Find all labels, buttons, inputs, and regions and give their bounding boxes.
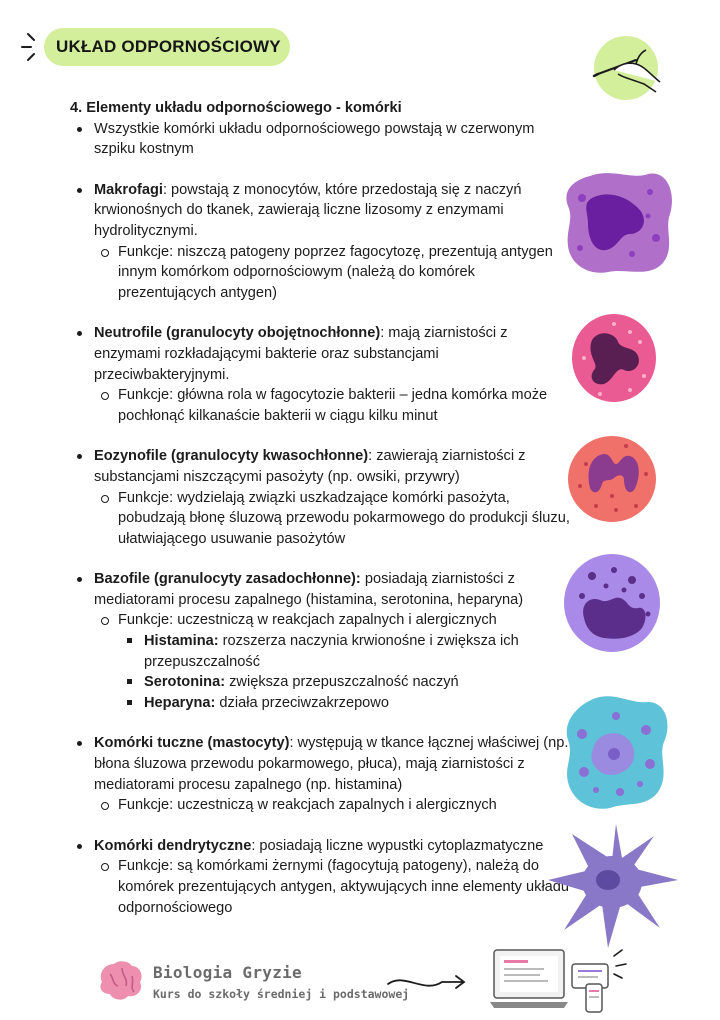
writing-hand-icon [584, 34, 664, 106]
item-name: Bazofile (granulocyty zasadochłonne): [94, 571, 361, 588]
item-name: Makrofagi [94, 181, 163, 198]
item-function: Funkcje: niszczą patogeny poprzez fagocytozę, prezentują antygen innym komórkom odpornościowym (należą do komórek prezentujących antygen) [94, 242, 570, 304]
item-desc: : mają ziarnistości z enzymami rozkładającymi bakterie oraz substancjami przeciwbakteryjnymi. [94, 325, 508, 383]
item-desc: : występują w tkance łącznej właściwej (np. błona śluzowa przewodu pokarmowego, płuca), mają ziarnistości z mediatorami procesu zapalnego (np. histamina) [94, 735, 569, 793]
dendritic-cell-illustration [542, 820, 684, 952]
item-function: Funkcje: główna rola w fagocytozie bakterii – jedna komórka może pochłonąć kilkanaście bakterii w ciągu kilku minut [94, 385, 570, 426]
list-item-eosinophils [70, 446, 570, 549]
page-title: UKŁAD ODPORNOŚCIOWY [56, 37, 281, 56]
cell-list [70, 119, 570, 919]
mediator-item: Heparyna: działa przeciwzakrzepowo [118, 693, 570, 714]
item-name: Komórki tuczne (mastocyty) [94, 735, 290, 752]
neutrophil-illustration [570, 312, 658, 404]
eosinophil-illustration [566, 434, 658, 524]
macrophage-illustration [560, 168, 678, 278]
item-name: Neutrofile (granulocyty obojętnochłonne) [94, 325, 381, 342]
list-item-dendritic-cells [70, 836, 570, 918]
devices-illustration [490, 944, 640, 1016]
section-content [70, 98, 570, 918]
list-item-basophils [70, 569, 570, 713]
brand-tagline: Kurs do szkoły średniej i podstawowej [153, 987, 410, 1001]
basophil-illustration [562, 552, 662, 654]
list-item-mast-cells [70, 733, 570, 815]
item-desc: : zawierają ziarnistości z substancjami niszczącymi pasożyty (np. owsiki, przywry) [94, 448, 526, 485]
list-item-intro: Wszystkie komórki układu odpornościowego powstają w czerwonym szpiku kostnym [70, 119, 570, 160]
mediator-item: Histamina: rozszerza naczynia krwionośne i zwiększa ich przepuszczalność [118, 631, 570, 672]
brand-name: Biologia Gryzie [153, 963, 302, 982]
item-function: Funkcje: są komórkami żernymi (fagocytują patogeny), należą do komórek prezentujących antygen, aktywujących inne elementy układu odpornościowego [94, 856, 570, 918]
section-title: 4. Elementy układu odpornościowego - komórki [70, 100, 402, 116]
brain-logo-icon [96, 958, 144, 1002]
arrow-right-icon [384, 968, 468, 998]
item-name: Komórki dendrytyczne [94, 837, 252, 854]
mast-cell-illustration [560, 694, 672, 812]
sparkle-icon [18, 30, 42, 64]
page-title-badge [44, 28, 290, 66]
item-name: Eozynofile (granulocyty kwasochłonne) [94, 448, 369, 465]
item-desc: : powstają z monocytów, które przedostają się z naczyń krwionośnych do tkanek, zawierają liczne lizosomy z enzymami hydrolitycznymi. [94, 181, 522, 239]
item-function: Funkcje: wydzielają związki uszkadzające komórki pasożyta, pobudzają błonę śluzową przewodu pokarmowego do produkcji śluzu, ułatwiającego usuwanie pasożytów [94, 488, 570, 550]
item-function: Funkcje: uczestniczą w reakcjach zapalnych i alergicznych [94, 795, 570, 816]
mediator-item: Serotonina: zwiększa przepuszczalność naczyń [118, 672, 570, 693]
list-item-macrophages [70, 180, 570, 304]
item-function: Funkcje: uczestniczą w reakcjach zapalnych i alergicznych Histamina: rozszerza naczynia krwionośne i zwiększa ich przepuszczalność Serotonina: zwiększa przepuszczalność naczyń Heparyna: działa przeciwzakrzepowo [94, 610, 570, 713]
item-desc: : posiadają liczne wypustki cytoplazmatyczne [251, 837, 544, 854]
list-item-neutrophils [70, 323, 570, 426]
item-desc: posiadają ziarnistości z mediatorami procesu zapalnego (histamina, serotonina, heparyna) [94, 571, 524, 608]
